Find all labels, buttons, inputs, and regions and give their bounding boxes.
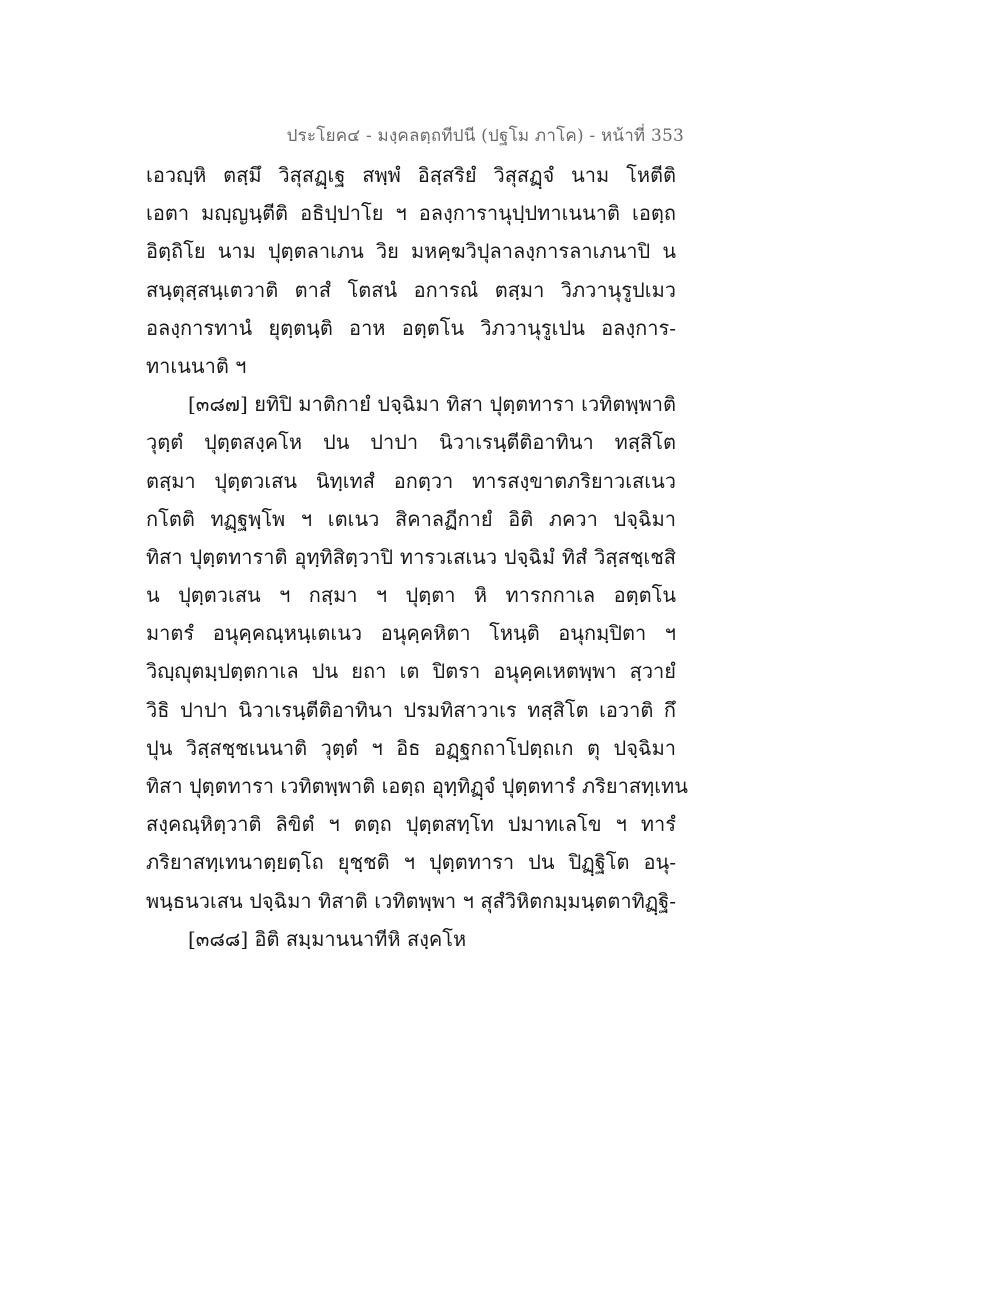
text-line: ภริยาสทฺเทนาตฺยตฺโถ ยุชฺชติ ฯ ปุตฺตทารา ปน ปิฏฺฐิโต อนุ- <box>146 850 676 875</box>
body-text <box>146 156 688 958</box>
text-line: ตสฺมา ปุตฺตวเสน นิทฺเทสํ อกตฺวา ทารสงฺขาตภริยาวเสเนว <box>146 468 676 493</box>
text-line: อลงฺการทานํ ยุตฺตนฺติ อาห อตฺตโน วิภวานุรูเปน อลงฺการ- <box>146 315 676 340</box>
text-line: กโตติ ทฏฺฐพฺโพ ฯ เตเนว สิคาลฏีกายํ อิติ ภควา ปจฺฉิมา <box>146 506 676 531</box>
text-line: เอตา มญฺญนฺตีติ อธิปฺปาโย ฯ อลงฺการานุปฺปทาเนนาติ เอตฺถ <box>146 201 676 226</box>
text-line: วิญฺญุตมฺปตฺตกาเล ปน ยถา เต ปิตรา อนุคฺคเหตพฺพา สฺวายํ <box>146 659 676 684</box>
paragraph-start-line: [๓๘๘] อิติ สมฺมานนาทีหิ สงฺคโห <box>188 926 467 951</box>
text-line: สนฺตุสฺสนฺเตวาติ ตาสํ โตสนํ อการณํ ตสฺมา วิภวานุรูปเมว <box>146 277 676 302</box>
running-header: ประโยค๔ - มงฺคลตฺถทีปนี (ปฐโม ภาโค) - หน้าที่ 353 <box>286 126 684 146</box>
text-line: ปุน วิสฺสชฺชเนนาติ วุตฺตํ ฯ อิธ อฏฺฐกถาโปตฺถเก ตุ ปจฺฉิมา <box>146 735 676 760</box>
text-line: เอวญฺหิ ตสฺมึ วิสุสฏฺเฐ สพฺพํ อิสฺสริยํ วิสุสฏฺจํ นาม โหตีติ <box>146 163 676 187</box>
text-line: วุตฺตํ ปุตฺตสงฺคโห ปน ปาปา นิวาเรนฺตีติอาทินา ทสฺสิโต <box>146 430 676 455</box>
text-line: อิตฺถิโย นาม ปุตฺตลาเภน วิย มหคฺฆวิปุลาลงฺการลาเภนาปิ น <box>146 239 676 264</box>
paragraph-start-line: [๓๘๗] ยทิปิ มาติกายํ ปจฺฉิมา ทิสา ปุตฺตทารา เวทิตพฺพาติ <box>188 392 676 417</box>
text-line: ทิสา ปุตฺตทาราติ อุทฺทิสิตฺวาปิ ทารวเสเนว ปจฺฉิมํ ทิสํ วิสฺสชฺเชสิ <box>146 544 676 569</box>
text-line: ทาเนนาติ ฯ <box>146 353 247 378</box>
text-line: น ปุตฺตวเสน ฯ กสฺมา ฯ ปุตฺตา หิ ทารกกาเล อตฺตโน <box>146 583 676 608</box>
text-line: พนฺธนวเสน ปจฺฉิมา ทิสาติ เวทิตพฺพา ฯ สุสํวิหิตกมฺมนฺตตาทิฏฺฐิ- <box>146 888 676 913</box>
text-line: มาตรํ อนุคฺคณฺหนฺเตเนว อนุคฺคหิตา โหนฺติ อนุกมฺปิตา ฯ <box>146 621 676 646</box>
text-line: ทิสา ปุตฺตทารา เวทิตพฺพาติ เอตฺถ อุทฺทิฏฺจํ ปุตฺตทารํ ภริยาสทฺเทน <box>146 774 688 798</box>
text-line: สงฺคณฺหิตฺวาติ ลิขิตํ ฯ ตตฺถ ปุตฺตสทฺโท ปมาทเลโข ฯ ทารํ <box>146 812 676 837</box>
text-line: วิธิ ปาปา นิวาเรนฺตีติอาทินา ปรมทิสาวาเร ทสฺสิโต เอวาติ กึ <box>146 697 676 722</box>
